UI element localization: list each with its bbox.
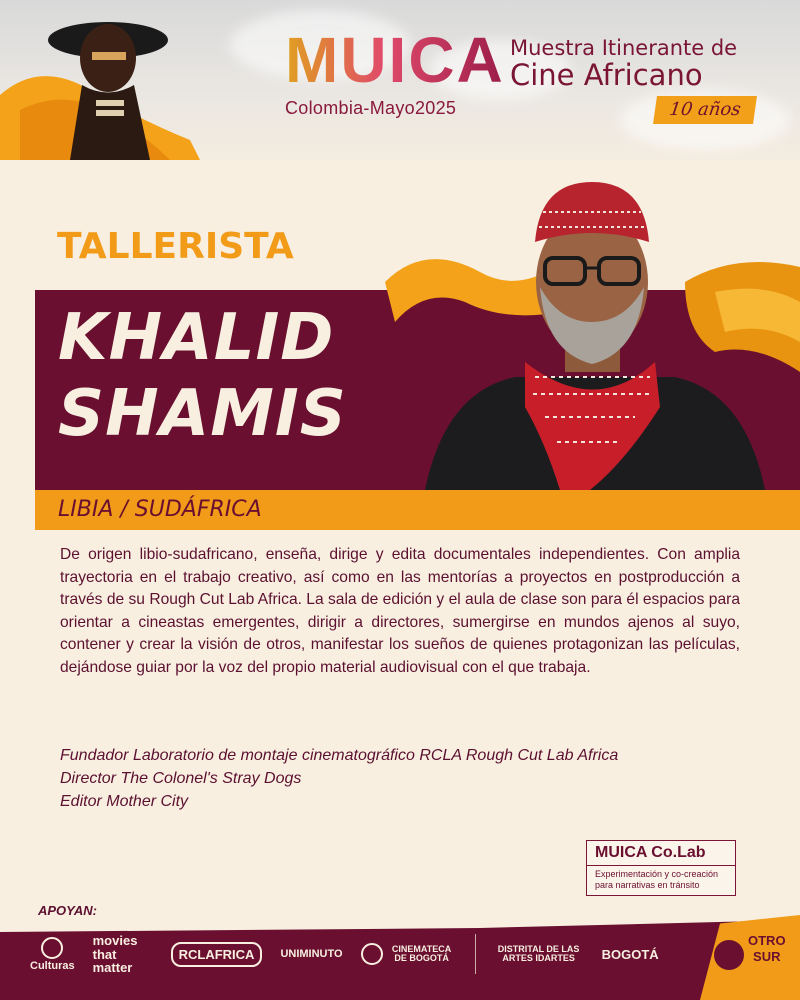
header-banner: [0, 0, 800, 160]
colab-title: MUICA Co.Lab: [587, 841, 735, 866]
bio-paragraph: De origen libio-sudafricano, enseña, dirige y edita documentales independientes. Con amplia trayectoria en el trabajo creativo, así como en las mentorías a proyectos en postproducción a través de su Rough Cut Lab Africa. La sala de edición y el aula de clase son para él espacios para orientar a cineastas emergentes, dirigir a directores, sumergirse en mundos ajenos al suyo, contener y crear la visión de otros, manifestar los sueños de quienes protagonizan las películas, dejándose guiar por la voz del propio material audiovisual con el que trabaja.: [60, 546, 740, 676]
role-title: TALLERISTA: [57, 226, 294, 267]
anniversary-badge: 10 años: [653, 96, 757, 124]
sponsors-logos: [30, 934, 659, 975]
portrait-photo: [385, 172, 800, 490]
credits-list: [60, 744, 618, 813]
sponsor-uniminuto-logo: UNIMINUTO: [280, 947, 343, 960]
sponsor-idartes-logo: DISTRITAL DE LAS ARTES IDARTES: [497, 944, 580, 964]
separator: [475, 934, 476, 974]
sponsor-rclafrica-logo: RCLAFRICA: [171, 942, 263, 968]
sponsor-culturas-logo: Culturas: [30, 937, 75, 973]
colab-desc-line2: para narrativas en tránsito: [595, 880, 700, 890]
tagline: [510, 36, 737, 92]
tagline-line1: Muestra Itinerante de: [510, 36, 738, 60]
film-reel-icon: [361, 943, 383, 965]
country-label: LIBIA / SUDÁFRICA: [58, 497, 262, 522]
colab-description: [587, 866, 735, 894]
muica-brand: [285, 24, 505, 119]
credit-item: Director The Colonel's Stray Dogs: [60, 770, 302, 787]
name-line2: SHAMIS: [58, 377, 347, 451]
otro-sur-logo: OTRO SUR: [748, 933, 786, 964]
shield-icon: [41, 937, 63, 959]
sponsor-movies-that-matter-logo: movies that matter: [92, 933, 138, 976]
hero-figure-image: [0, 0, 200, 160]
sponsors-label: APOYAN:: [38, 903, 97, 918]
sponsor-bogota-logo: BOGOTÁ: [601, 946, 659, 962]
colab-desc-line1: Experimentación y co-creación: [595, 869, 719, 879]
muica-logo: MUICA: [285, 24, 505, 96]
tagline-line2: Cine Africano: [510, 58, 703, 92]
credit-item: Fundador Laboratorio de montaje cinematográfico RCLA Rough Cut Lab Africa: [60, 747, 619, 764]
name-line1: KHALID: [58, 301, 335, 375]
sponsor-cinemateca-logo: CINEMATECA DE BOGOTÁ: [361, 943, 457, 965]
film-reel-icon: [714, 940, 744, 970]
speaker-name: [58, 300, 347, 452]
edition-label: Colombia-Mayo2025: [285, 98, 457, 118]
credit-item: Editor Mother City: [60, 793, 189, 810]
colab-box: [586, 840, 736, 896]
